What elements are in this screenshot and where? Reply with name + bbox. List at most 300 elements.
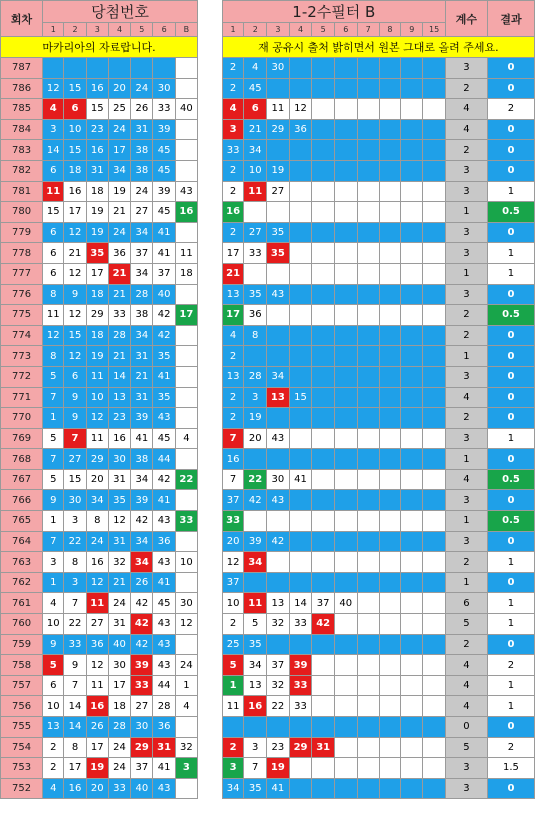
winning-number: 15 [64, 325, 86, 346]
filter-number [379, 119, 400, 140]
winning-number: 35 [153, 387, 175, 408]
filter-number [401, 222, 423, 243]
filter-number: 30 [267, 469, 290, 490]
filter-number [334, 202, 357, 223]
filter-number [267, 717, 290, 738]
table-row [1, 531, 535, 552]
result-cell: 0 [487, 58, 534, 79]
filter-number [267, 346, 290, 367]
winning-number: 15 [86, 99, 108, 120]
filter-number: 7 [222, 428, 244, 449]
winning-number: 33 [108, 778, 130, 799]
win-col-6: 6 [153, 23, 175, 37]
result-cell: 1 [487, 614, 534, 635]
filter-number [379, 346, 400, 367]
filter-number [379, 366, 400, 387]
filter-number [423, 181, 445, 202]
winning-number: 22 [64, 614, 86, 635]
filter-number [401, 181, 423, 202]
winning-number: 43 [153, 511, 175, 532]
count-cell: 4 [445, 675, 487, 696]
result-cell: 0 [487, 366, 534, 387]
count-cell: 4 [445, 119, 487, 140]
bonus-number: 44 [175, 346, 197, 367]
filter-number [334, 572, 357, 593]
winning-number: 9 [43, 634, 64, 655]
bonus-number: 10 [175, 552, 197, 573]
filter-number [423, 140, 445, 161]
filter-number [312, 99, 335, 120]
filter-number [357, 614, 379, 635]
round-number: 771 [1, 387, 43, 408]
table-row [1, 325, 535, 346]
winning-number: 6 [43, 263, 64, 284]
winning-number: 34 [131, 325, 153, 346]
filter-number [334, 222, 357, 243]
winning-number: 30 [153, 78, 175, 99]
winning-number: 7 [64, 428, 86, 449]
winning-number: 31 [108, 531, 130, 552]
winning-number [64, 58, 86, 79]
winning-number: 16 [108, 428, 130, 449]
filter-number [423, 222, 445, 243]
winning-number: 16 [64, 181, 86, 202]
filter-col-5: 5 [312, 23, 335, 37]
filter-number [244, 202, 267, 223]
winning-number: 21 [108, 284, 130, 305]
filter-number [379, 696, 400, 717]
winning-number: 41 [131, 428, 153, 449]
bonus-number: 32 [175, 737, 197, 758]
winning-number: 12 [64, 263, 86, 284]
winning-number: 34 [131, 552, 153, 573]
filter-number [379, 490, 400, 511]
winning-number: 42 [153, 305, 175, 326]
bonus-number: 9 [175, 325, 197, 346]
filter-number: 10 [222, 593, 244, 614]
filter-number [357, 655, 379, 676]
column-gap [198, 655, 223, 676]
count-cell: 2 [445, 78, 487, 99]
table-row [1, 717, 535, 738]
filter-number: 2 [222, 408, 244, 429]
filter-number [289, 160, 312, 181]
filter-number [334, 160, 357, 181]
winning-number: 17 [108, 140, 130, 161]
filter-number [401, 58, 423, 79]
filter-number [357, 263, 379, 284]
filter-number [357, 140, 379, 161]
count-cell: 2 [445, 325, 487, 346]
filter-number [401, 778, 423, 799]
bonus-number: 38 [175, 78, 197, 99]
count-cell: 3 [445, 181, 487, 202]
count-cell: 5 [445, 614, 487, 635]
winning-number: 15 [64, 469, 86, 490]
winning-number: 29 [86, 305, 108, 326]
winning-number: 45 [153, 593, 175, 614]
result-cell: 0.5 [487, 305, 534, 326]
filter-number: 32 [267, 614, 290, 635]
column-gap [198, 490, 223, 511]
table-row [1, 346, 535, 367]
filter-number [334, 387, 357, 408]
result-cell: 0.5 [487, 202, 534, 223]
winning-number: 34 [131, 531, 153, 552]
filter-number: 43 [267, 428, 290, 449]
filter-number: 37 [267, 655, 290, 676]
winning-number: 42 [131, 614, 153, 635]
winning-number: 31 [108, 614, 130, 635]
winning-number: 41 [153, 758, 175, 779]
column-gap [198, 284, 223, 305]
winning-number: 17 [86, 263, 108, 284]
result-cell: 1 [487, 243, 534, 264]
filter-number [312, 243, 335, 264]
winning-number: 39 [131, 408, 153, 429]
winning-number: 7 [43, 449, 64, 470]
filter-number [423, 593, 445, 614]
winning-number: 24 [86, 531, 108, 552]
filter-number [357, 552, 379, 573]
result-cell: 0 [487, 325, 534, 346]
table-row [1, 696, 535, 717]
round-number: 777 [1, 263, 43, 284]
column-gap [198, 325, 223, 346]
filter-number: 17 [222, 243, 244, 264]
winning-numbers-header: 당첨번호 [43, 1, 198, 23]
count-cell: 2 [445, 305, 487, 326]
filter-number [222, 717, 244, 738]
winning-number: 41 [153, 490, 175, 511]
round-number: 753 [1, 758, 43, 779]
filter-number [379, 222, 400, 243]
table-row [1, 634, 535, 655]
bonus-number: 7 [175, 778, 197, 799]
winning-number: 8 [64, 737, 86, 758]
count-cell: 4 [445, 469, 487, 490]
count-cell: 1 [445, 346, 487, 367]
filter-number [379, 572, 400, 593]
table-row [1, 284, 535, 305]
winning-number: 31 [153, 737, 175, 758]
column-gap [198, 1, 223, 37]
winning-number: 4 [43, 99, 64, 120]
winning-number: 24 [108, 758, 130, 779]
result-cell: 0 [487, 387, 534, 408]
filter-number [267, 511, 290, 532]
winning-number: 24 [108, 222, 130, 243]
round-number: 767 [1, 469, 43, 490]
filter-number [267, 78, 290, 99]
winning-number: 16 [86, 552, 108, 573]
filter-number: 11 [267, 99, 290, 120]
round-number: 769 [1, 428, 43, 449]
winning-number: 15 [43, 202, 64, 223]
result-cell: 0 [487, 284, 534, 305]
winning-number: 12 [86, 572, 108, 593]
filter-number [312, 366, 335, 387]
winning-number: 33 [131, 675, 153, 696]
filter-number [401, 572, 423, 593]
filter-number [334, 490, 357, 511]
winning-number: 13 [108, 387, 130, 408]
winning-number: 35 [108, 490, 130, 511]
filter-number [357, 99, 379, 120]
filter-number [357, 58, 379, 79]
filter-number [401, 593, 423, 614]
filter-number [289, 531, 312, 552]
winning-number: 15 [64, 140, 86, 161]
bonus-number: 37 [175, 717, 197, 738]
filter-number [401, 263, 423, 284]
win-col-bonus: B [175, 23, 197, 37]
column-gap [198, 531, 223, 552]
filter-number [401, 552, 423, 573]
filter-number [334, 675, 357, 696]
winning-number: 34 [86, 490, 108, 511]
winning-number: 38 [131, 305, 153, 326]
bonus-number: 12 [175, 614, 197, 635]
winning-number: 8 [43, 346, 64, 367]
filter-number: 37 [312, 593, 335, 614]
winning-number: 36 [86, 634, 108, 655]
table-row [1, 119, 535, 140]
winning-number: 31 [131, 346, 153, 367]
filter-number [401, 511, 423, 532]
filter-number [401, 737, 423, 758]
column-gap [198, 387, 223, 408]
round-number: 776 [1, 284, 43, 305]
winning-number: 42 [131, 634, 153, 655]
bonus-number: 24 [175, 655, 197, 676]
winning-number: 25 [108, 99, 130, 120]
winning-number: 30 [108, 449, 130, 470]
winning-number: 23 [108, 408, 130, 429]
winning-number [43, 58, 64, 79]
table-row [1, 408, 535, 429]
filter-number: 3 [222, 758, 244, 779]
round-number: 754 [1, 737, 43, 758]
count-cell: 6 [445, 593, 487, 614]
filter-number [379, 655, 400, 676]
round-number: 768 [1, 449, 43, 470]
result-cell: 0 [487, 572, 534, 593]
filter-col-4: 4 [289, 23, 312, 37]
filter-number [357, 160, 379, 181]
filter-number [401, 634, 423, 655]
filter-number [379, 634, 400, 655]
filter-number [379, 593, 400, 614]
winning-number: 6 [43, 675, 64, 696]
round-number: 764 [1, 531, 43, 552]
filter-number [401, 78, 423, 99]
filter-number [289, 511, 312, 532]
filter-number [379, 305, 400, 326]
winning-number: 35 [86, 243, 108, 264]
result-cell: 0 [487, 346, 534, 367]
filter-number: 3 [222, 119, 244, 140]
winning-number: 1 [43, 572, 64, 593]
filter-number [334, 758, 357, 779]
column-gap [198, 449, 223, 470]
filter-number [244, 449, 267, 470]
filter-number [379, 737, 400, 758]
filter-number [379, 511, 400, 532]
round-header: 회차 [1, 1, 43, 37]
filter-number: 31 [312, 737, 335, 758]
winning-number: 9 [64, 284, 86, 305]
filter-number [289, 243, 312, 264]
filter-number [244, 572, 267, 593]
bonus-number: 36 [175, 140, 197, 161]
filter-number [401, 243, 423, 264]
filter-number [423, 387, 445, 408]
column-gap [198, 593, 223, 614]
count-cell: 3 [445, 366, 487, 387]
filter-header: 1-2수필터 B [222, 1, 445, 23]
filter-number: 32 [267, 675, 290, 696]
column-gap [198, 263, 223, 284]
winning-number: 15 [64, 78, 86, 99]
filter-number [379, 58, 400, 79]
bonus-number: 22 [175, 469, 197, 490]
winning-number: 5 [43, 469, 64, 490]
filter-number [357, 346, 379, 367]
column-gap [198, 58, 223, 79]
table-row [1, 758, 535, 779]
table-row [1, 243, 535, 264]
winning-number: 24 [131, 181, 153, 202]
filter-number: 13 [267, 387, 290, 408]
winning-number: 43 [153, 778, 175, 799]
filter-number [312, 696, 335, 717]
column-gap [198, 758, 223, 779]
winning-number: 38 [131, 140, 153, 161]
filter-number [401, 614, 423, 635]
winning-number: 34 [108, 160, 130, 181]
filter-number: 4 [244, 58, 267, 79]
column-gap [198, 717, 223, 738]
count-header: 계수 [445, 1, 487, 37]
round-number: 758 [1, 655, 43, 676]
column-gap [198, 675, 223, 696]
winning-number: 5 [43, 655, 64, 676]
filter-number [379, 408, 400, 429]
winning-number: 36 [153, 531, 175, 552]
table-row [1, 140, 535, 161]
filter-number [423, 428, 445, 449]
filter-number [401, 99, 423, 120]
table-row [1, 78, 535, 99]
filter-number: 41 [267, 778, 290, 799]
filter-number: 2 [222, 181, 244, 202]
winning-number: 10 [86, 387, 108, 408]
filter-number: 33 [289, 614, 312, 635]
winning-number: 28 [153, 696, 175, 717]
winning-number: 43 [153, 634, 175, 655]
count-cell: 3 [445, 758, 487, 779]
filter-number: 19 [244, 408, 267, 429]
winning-number [86, 58, 108, 79]
bonus-number [175, 58, 197, 79]
filter-number [423, 366, 445, 387]
winning-number: 33 [108, 305, 130, 326]
filter-number [401, 284, 423, 305]
filter-number [379, 552, 400, 573]
filter-number [334, 58, 357, 79]
filter-number [401, 366, 423, 387]
winning-number: 3 [43, 552, 64, 573]
filter-number [267, 140, 290, 161]
winning-number: 11 [43, 181, 64, 202]
filter-number [312, 202, 335, 223]
winning-number [153, 58, 175, 79]
winning-number: 35 [153, 346, 175, 367]
filter-number [379, 243, 400, 264]
filter-number: 2 [222, 346, 244, 367]
filter-number [334, 99, 357, 120]
filter-number: 16 [244, 696, 267, 717]
count-cell: 3 [445, 222, 487, 243]
winning-number: 9 [64, 387, 86, 408]
winning-number: 36 [108, 243, 130, 264]
filter-number: 43 [267, 284, 290, 305]
winning-number: 45 [153, 160, 175, 181]
filter-number [334, 284, 357, 305]
count-cell: 1 [445, 572, 487, 593]
filter-number: 34 [222, 778, 244, 799]
filter-number [379, 202, 400, 223]
winning-number: 22 [64, 531, 86, 552]
count-cell: 2 [445, 140, 487, 161]
winning-number: 31 [131, 119, 153, 140]
winning-number: 10 [64, 119, 86, 140]
filter-number: 33 [222, 511, 244, 532]
winning-number: 29 [86, 449, 108, 470]
round-number: 778 [1, 243, 43, 264]
winning-number: 39 [131, 655, 153, 676]
filter-number: 16 [222, 202, 244, 223]
winning-number: 13 [43, 717, 64, 738]
winning-number: 45 [153, 140, 175, 161]
filter-number: 35 [244, 634, 267, 655]
filter-number [401, 428, 423, 449]
winning-number: 2 [43, 737, 64, 758]
bonus-number: 32 [175, 366, 197, 387]
filter-number [312, 222, 335, 243]
filter-number [357, 696, 379, 717]
filter-number [289, 572, 312, 593]
win-col-1: 1 [43, 23, 64, 37]
winning-number: 19 [86, 202, 108, 223]
result-cell: 1 [487, 675, 534, 696]
filter-number [423, 202, 445, 223]
round-number: 752 [1, 778, 43, 799]
winning-number: 24 [108, 119, 130, 140]
winning-number: 7 [43, 387, 64, 408]
winning-number: 10 [43, 696, 64, 717]
filter-number [312, 181, 335, 202]
table-row [1, 181, 535, 202]
filter-number [267, 305, 290, 326]
winning-number: 18 [86, 181, 108, 202]
round-number: 755 [1, 717, 43, 738]
column-gap [198, 552, 223, 573]
filter-number [289, 78, 312, 99]
filter-number: 29 [289, 737, 312, 758]
filter-number [289, 284, 312, 305]
